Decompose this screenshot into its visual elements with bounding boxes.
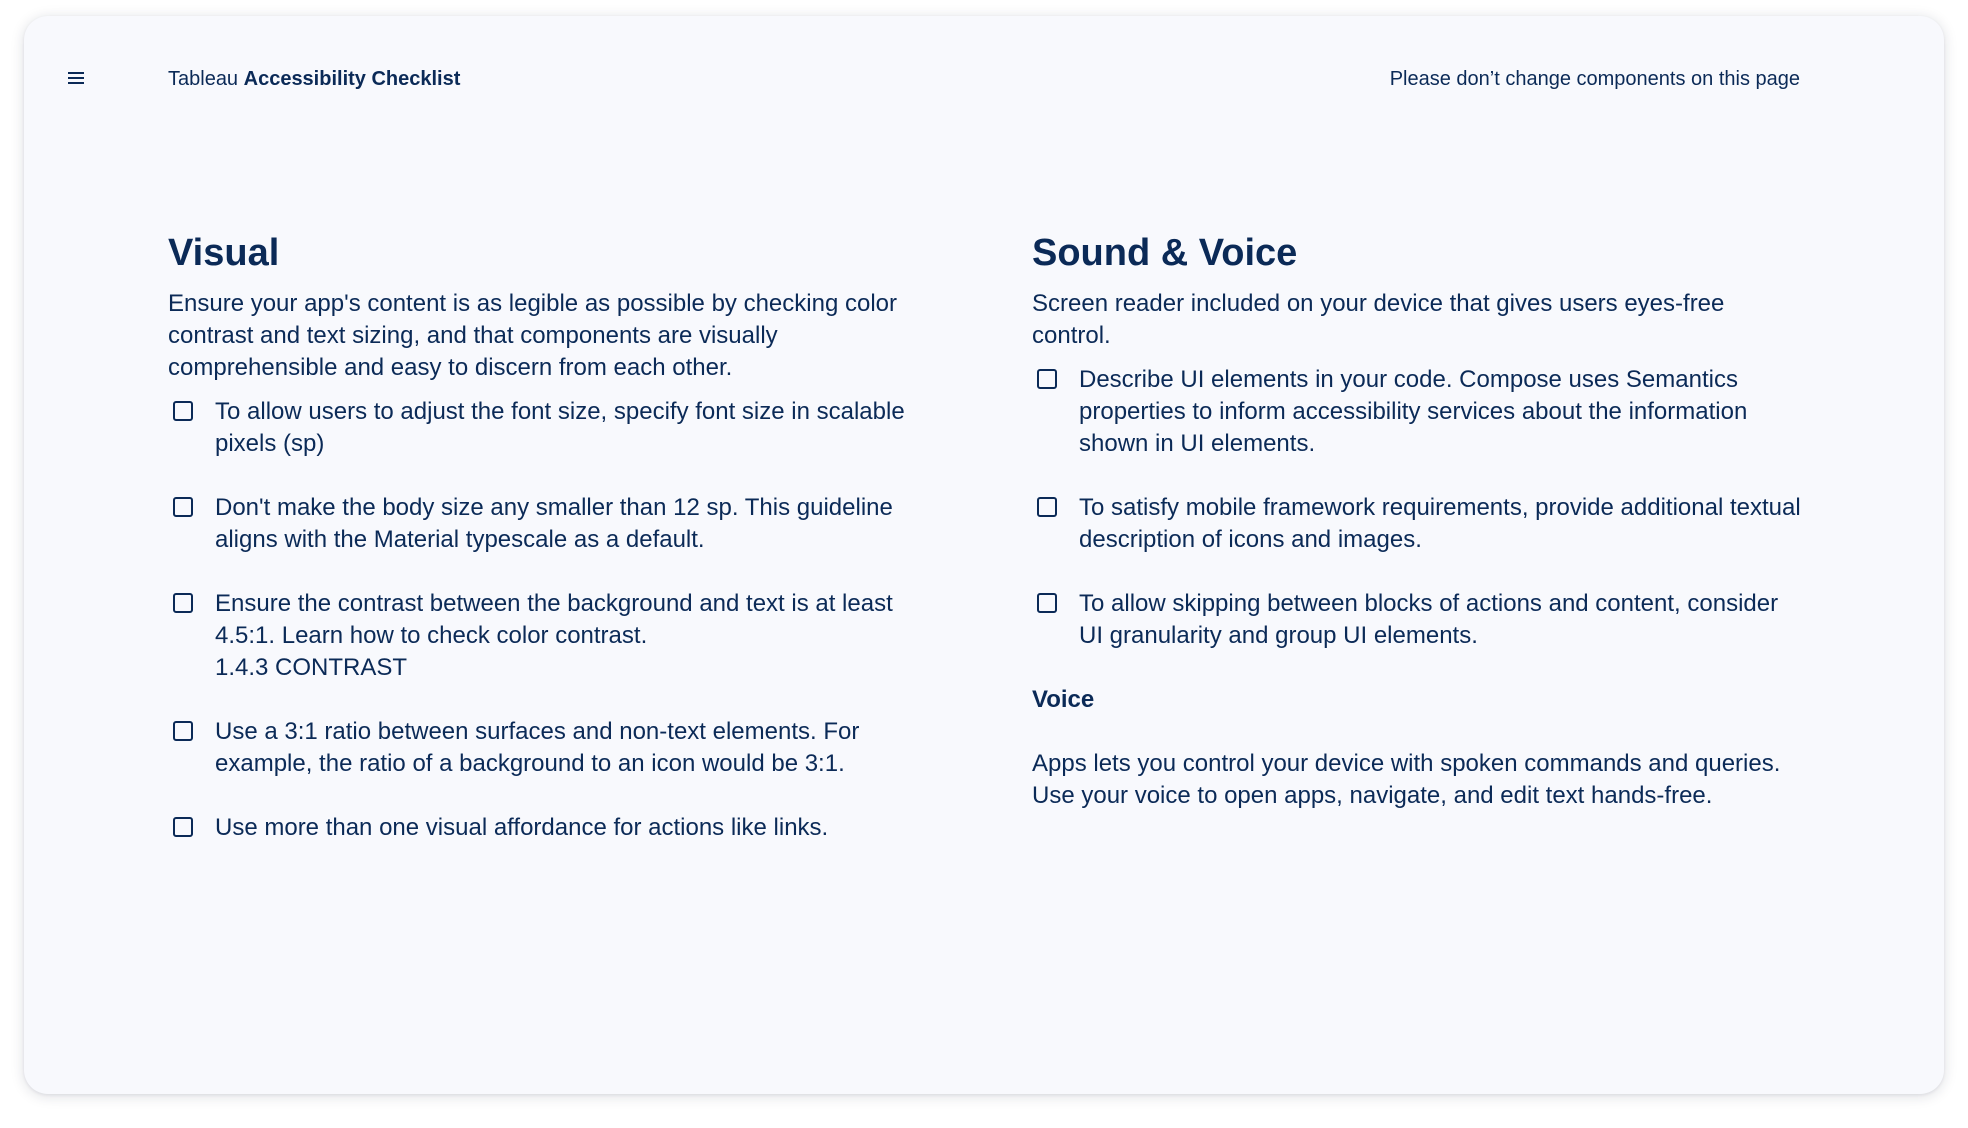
checklist-item-text: Don't make the body size any smaller than 12 sp. This guideline aligns with the Material typescale as a default. [215, 494, 893, 553]
checklist-item-content [215, 588, 938, 684]
visual-intro: Ensure your app's content is as legible as possible by checking color contrast and text sizing, and that components are visually comprehensible and easy to discern from each other. [168, 290, 897, 381]
checkbox[interactable] [173, 401, 193, 421]
sound-voice-checklist [1032, 364, 1802, 652]
sound-voice-heading: Sound & Voice [1032, 232, 1298, 274]
checkbox[interactable] [173, 817, 193, 837]
checklist-item-text: Use a 3:1 ratio between surfaces and non-text elements. For example, the ratio of a background to an icon would be 3:1. [215, 718, 860, 777]
checklist-card [24, 16, 1944, 1094]
visual-checklist [168, 396, 938, 844]
checkbox[interactable] [1037, 497, 1057, 517]
guideline-reference: 1.4.3 CONTRAST [215, 654, 408, 681]
checklist-item [168, 492, 938, 556]
brand-name: Tableau [168, 68, 239, 90]
visual-section [168, 230, 938, 876]
sound-voice-intro: Screen reader included on your device that gives users eyes-free control. [1032, 290, 1725, 349]
checkbox[interactable] [173, 721, 193, 741]
checklist-item [168, 812, 938, 844]
voice-description: Apps lets you control your device with spoken commands and queries. Use your voice to open apps, navigate, and edit text hands-free. [1032, 750, 1781, 809]
checkbox[interactable] [1037, 593, 1057, 613]
checklist-item [1032, 364, 1802, 460]
checkbox[interactable] [173, 593, 193, 613]
checklist-item [168, 716, 938, 780]
checklist-item [168, 588, 938, 684]
checklist-item-text: Ensure the contrast between the background and text is at least 4.5:1. Learn how to check color contrast. [215, 590, 893, 649]
page-notice: Please don’t change components on this page [1389, 68, 1800, 90]
checklist-item-text: To allow users to adjust the font size, specify font size in scalable pixels (sp) [215, 398, 905, 457]
app-title [168, 66, 460, 92]
checkbox[interactable] [173, 497, 193, 517]
checklist-item-text: To satisfy mobile framework requirements, provide additional textual description of icons and images. [1079, 494, 1801, 553]
checklist-item [1032, 492, 1802, 556]
checklist-item-text: Describe UI elements in your code. Compose uses Semantics properties to inform accessibility services about the information shown in UI elements. [1079, 366, 1748, 457]
checkbox[interactable] [1037, 369, 1057, 389]
page-title: Accessibility Checklist [243, 68, 461, 90]
visual-heading: Visual [168, 232, 280, 274]
voice-heading: Voice [1032, 686, 1095, 713]
hamburger-menu-icon[interactable] [64, 66, 88, 90]
sound-voice-section [1032, 230, 1802, 812]
checklist-item [1032, 588, 1802, 652]
checklist-item-text: To allow skipping between blocks of actions and content, consider UI granularity and group UI elements. [1079, 590, 1779, 649]
checklist-item [168, 396, 938, 460]
checklist-item-text: Use more than one visual affordance for actions like links. [215, 814, 829, 841]
